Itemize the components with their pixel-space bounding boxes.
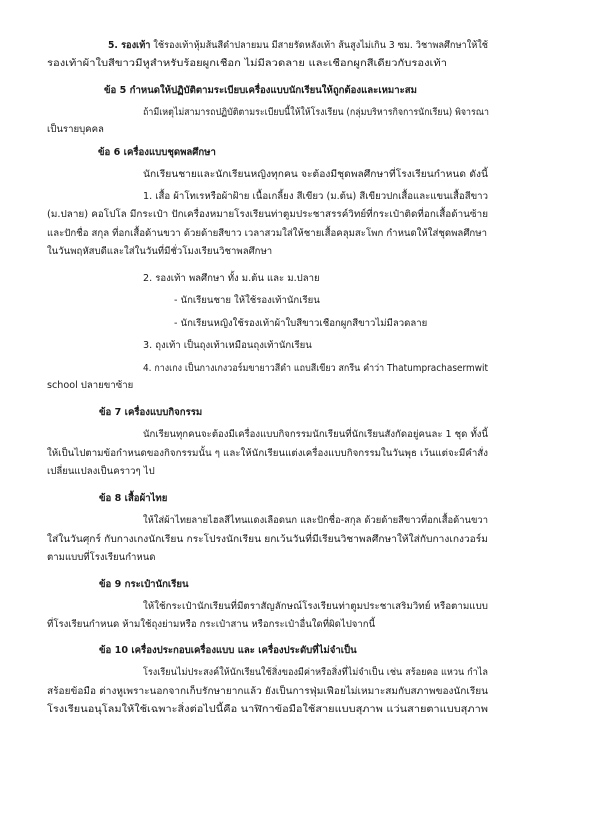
text-line xyxy=(47,243,272,260)
text-line xyxy=(47,225,487,242)
text-line xyxy=(143,598,488,615)
body-text: โรงเรียนอนุโลมให้ใช้เฉพาะสิ่งต่อไปนี้คือ นาฬิกาข้อมือใช้สายแบบสุภาพ แว่นสายตาแบบสุภาพ xyxy=(47,704,489,715)
body-text: ถ้ามีเหตุไม่สามารถปฏิบัติตามระเบียบนี้ให้ให้โรงเรียน (กลุ่มบริหารกิจการนักเรียน) พิจารณา xyxy=(143,107,489,118)
text-line xyxy=(47,701,488,718)
body-text: - นักเรียนหญิงใช้รองเท้าผ้าใบสีขาวเชือกผูกสีขาวไม่มีลวดลาย xyxy=(174,318,428,329)
text-line xyxy=(108,37,488,54)
text-line xyxy=(174,292,320,309)
heading-text: ข้อ 5 กำหนดให้ปฏิบัติตามระเบียบเครื่องแบบนักเรียนให้ถูกต้องและเหมาะสม xyxy=(104,85,417,96)
body-text: รองเท้าผ้าใบสีขาวมีหูสำหรับร้อยผูกเชือก ไม่มีลวดลาย และเชือกผูกสีเดียวกับรองเท้า xyxy=(47,58,447,69)
text-line xyxy=(99,404,202,421)
text-line xyxy=(47,445,488,462)
text-line xyxy=(47,121,104,138)
body-text: นักเรียนชายและนักเรียนหญิงทุกคน จะต้องมีชุดพลศึกษาที่โรงเรียนกำหนด ดังนี้ xyxy=(143,169,488,180)
body-text: ใส่ในวันศุกร์ กับกางเกงนักเรียน กระโปรงนักเรียน ยกเว้นวันที่มีเรียนวิชาพลศึกษาให้ใส่กับกางเกงวอร์ม xyxy=(47,534,488,545)
text-line xyxy=(143,664,488,681)
heading-text: ข้อ 6 เครื่องแบบชุดพลศึกษา xyxy=(98,147,216,158)
body-text: เป็นรายบุคคล xyxy=(47,124,104,135)
text-line xyxy=(143,512,488,529)
body-text: 4. กางเกง เป็นกางเกงวอร์มขายาวสีดำ แถบสีเขียว สกรีน คำว่า Thatumprachasermwit xyxy=(143,363,488,374)
text-line xyxy=(104,82,417,99)
body-text: นักเรียนทุกคนจะต้องมีเครื่องแบบกิจกรรมนักเรียนที่นักเรียนสังกัดอยู่คนละ 1 ชุด ทั้งนี้ xyxy=(143,429,488,440)
text-line xyxy=(174,315,427,332)
text-line xyxy=(99,642,357,659)
body-text: ที่โรงเรียนกำหนด ห้ามใช้ถุงย่ามหรือ กระเป๋าสาน หรือกระเป๋าอื่นใดที่ผิดไปจากนี้ xyxy=(47,619,376,630)
text-line xyxy=(143,166,488,183)
text-line xyxy=(143,104,489,121)
body-text: 3. ถุงเท้า เป็นถุงเท้าเหมือนถุงเท้านักเรียน xyxy=(143,340,312,351)
body-text: โรงเรียนไม่ประสงค์ให้นักเรียนใช้สิ่งของมีค่าหรือสิ่งที่ไม่จำเป็น เช่น สร้อยคอ แหวน กำไล xyxy=(143,667,488,678)
text-line xyxy=(98,144,216,161)
body-text: - นักเรียนชาย ให้ใช้รองเท้านักเรียน xyxy=(174,295,320,306)
text-line xyxy=(99,576,189,593)
body-text: และปักชื่อ สกุล ที่อกเสื้อด้านขวา ด้วยด้ายสีขาว เวลาสวมใส่ให้ชายเสื้อคลุมสะโพก กำหนดให้ใส่ชุดพลศึกษา xyxy=(47,228,488,239)
body-text: สร้อยข้อมือ ต่างหูเพราะนอกจากเก็บรักษายากแล้ว ยังเป็นการฟุ่มเฟือยไม่เหมาะสมกับสภาพของนักเรียน xyxy=(47,686,488,697)
text-line xyxy=(99,490,167,507)
text-line xyxy=(47,206,488,223)
body-text: 1. เสื้อ ผ้าโทเรหรือผ้าฝ้าย เนื้อเกลี้ยง สีเขียว (ม.ต้น) สีเขียวปกเสื้อและแขนเสื้อสีขาว xyxy=(143,191,488,202)
text-line xyxy=(143,337,312,354)
body-text: ให้เป็นไปตามข้อกำหนดของกิจกรรมนั้น ๆ และให้นักเรียนแต่งเครื่องแบบกิจกรรมในวันพุธ เว้นแต่จะมีคำสั่ง xyxy=(47,448,488,459)
text-line xyxy=(143,360,488,377)
text-line xyxy=(143,426,488,443)
heading-text: ข้อ 7 เครื่องแบบกิจกรรม xyxy=(99,407,203,418)
text-line xyxy=(47,463,155,480)
body-text: ตามแบบที่โรงเรียนกำหนด xyxy=(47,552,156,563)
body-text: (ม.ปลาย) คอโปโล มีกระเป๋า ปักเครื่องหมายโรงเรียนท่าตูมประชาสรรค์วิทย์ที่กระเป๋าติดที่อกเสื้อด้านซ้าย xyxy=(47,209,489,220)
text-line xyxy=(143,188,488,205)
text-line xyxy=(47,549,156,566)
text-line xyxy=(47,377,133,394)
body-text: 2. รองเท้า พลศึกษา ทั้ง ม.ต้น และ ม.ปลาย xyxy=(143,273,320,284)
text-line xyxy=(143,270,320,287)
body-text: ให้ใช้กระเป๋านักเรียนที่มีตราสัญลักษณ์โรงเรียนท่าตูมประชาเสริมวิทย์ หรือตามแบบ xyxy=(143,601,488,612)
text-line xyxy=(47,683,488,700)
heading-text: ข้อ 10 เครื่องประกอบเครื่องแบบ และ เครื่องประดับที่ไม่จำเป็น xyxy=(99,645,357,656)
text-line xyxy=(47,531,488,548)
body-text: ในวันพฤหัสบดีและใส่ในวันที่มีชั่วโมงเรียนวิชาพลศึกษา xyxy=(47,246,273,257)
body-text: ให้ใส่ผ้าไทยลายไฮลสีไทนแดงเลือดนก และปักชื่อ-สกุล ด้วยด้ายสีขาวที่อกเสื้อด้านขวา xyxy=(143,515,488,526)
body-text: school ปลายขาซ้าย xyxy=(47,380,134,391)
body-text: ใช้รองเท้าหุ้มส้นสีดำปลายมน มีสายรัดหลังเท้า ส้นสูงไม่เกิน 3 ซม. วิชาพลศึกษาให้ใช้ xyxy=(150,40,489,51)
text-line xyxy=(47,616,375,633)
text-line xyxy=(47,55,447,72)
body-text: เปลี่ยนแปลงเป็นคราวๆ ไป xyxy=(47,466,155,477)
heading-text: 5. รองเท้า xyxy=(108,40,151,51)
heading-text: ข้อ 8 เสื้อผ้าไทย xyxy=(99,493,168,504)
heading-text: ข้อ 9 กระเป๋านักเรียน xyxy=(99,579,189,590)
